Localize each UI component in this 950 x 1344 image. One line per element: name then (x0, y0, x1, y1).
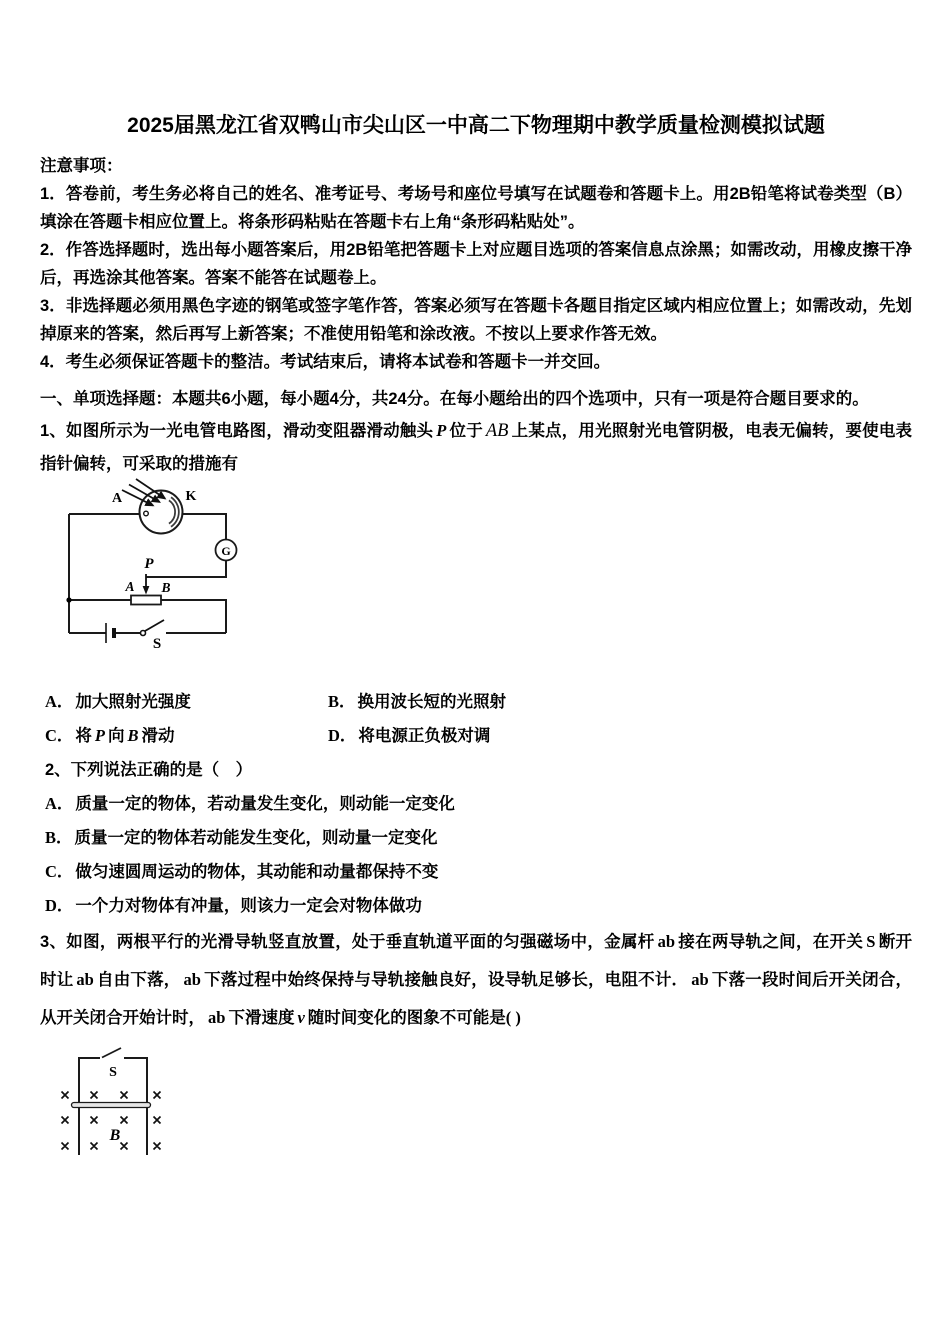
q2-option-b (40, 821, 912, 855)
q3-stem-text: 随时间变化的图象不可能是 (307, 1009, 506, 1027)
question-3 (40, 923, 912, 1166)
rail-circuit-figure (50, 1043, 912, 1166)
notice-heading: 注意事项： (40, 157, 123, 175)
q2-option-c-text: 做匀速圆周运动的物体，其动能和动量都保持不变 (75, 863, 439, 881)
galvanometer-label: G (221, 544, 231, 558)
rail-switch-icon (102, 1048, 121, 1058)
q3-stem-text: 断开时让 (40, 933, 913, 989)
q1-option-b-text: 换用波长短的光照射 (357, 693, 507, 711)
q3-var-v: v (297, 1008, 305, 1027)
q1-option-c-var-p: P (94, 726, 106, 745)
q2-option-d (40, 889, 912, 923)
rheostat-a-label: A (125, 579, 135, 594)
q1-option-c-text: 将 (75, 727, 92, 745)
q1-stem-text: 位于 (449, 422, 483, 440)
q3-answer-parens: ( ) (505, 1008, 521, 1027)
exam-title: 2025届黑龙江省双鸭山市尖山区一中高二下物理期中教学质量检测模拟试题 (127, 114, 825, 137)
q1-option-a-text: 加大照射光强度 (75, 693, 191, 711)
phototube-icon (140, 491, 183, 534)
q2-option-b-letter: B． (45, 828, 73, 847)
q3-stem-text: 下落一段时间后开关闭合，从开关闭合开始计时， (40, 971, 913, 1027)
section-1-heading: 一、单项选择题：本题共6小题，每小题4分，共24分。在每小题给出的四个选项中，只有一项是符合题目要求的。 (40, 390, 869, 408)
field-b-label: B (109, 1127, 121, 1144)
junction-dot (66, 597, 71, 602)
q1-stem-text: 1、如图所示为一光电管电路图，滑动变阻器滑动触头 (40, 422, 434, 440)
q1-option-c-text: 向 (108, 727, 125, 745)
q3-stem-text: 下落过程中始终保持与导轨接触良好，设导轨足够长，电阻不计． (203, 971, 689, 989)
battery-icon (106, 623, 114, 643)
cathode-label: K (185, 489, 197, 504)
q1-option-c-text: 滑动 (141, 727, 175, 745)
q1-var-p: P (436, 421, 447, 440)
circuit-wires (69, 514, 226, 633)
question-2-stem: 2、下列说法正确的是（ ） (45, 761, 253, 779)
q1-option-c (45, 719, 328, 753)
q1-option-d-letter: D． (328, 726, 357, 745)
q3-var-ab: ab (208, 1008, 226, 1027)
q2-option-d-letter: D． (45, 896, 74, 915)
notice-item-2: 2．作答选择题时，选出每小题答案后，用2B铅笔把答题卡上对应题目选项的答案信息点涂黑；如需改动，用橡皮擦干净后，再选涂其他答案。答案不能答在试题卷上。 (40, 241, 912, 287)
notice-item-3: 3．非选择题必须用黑色字迹的钢笔或签字笔作答，答案必须写在答题卡各题目指定区域内相应位置上；如需改动，先划掉原来的答案，然后再写上新答案；不准使用铅笔和涂改液。不按以上要求作答无效。 (40, 297, 912, 343)
notice-section (40, 152, 912, 376)
q1-options-row-2 (40, 719, 912, 753)
q2-option-a (40, 787, 912, 821)
q1-option-c-letter: C． (45, 726, 74, 745)
notice-item-4: 4．考生必须保证答题卡的整洁。考试结束后，请将本试卷和答题卡一并交回。 (40, 353, 611, 371)
q3-stem-text: 自由下落， (96, 971, 181, 989)
rail-circuit-svg (50, 1043, 180, 1161)
q3-var-ab: ab (657, 932, 675, 951)
q3-var-ab: ab (76, 970, 94, 989)
q1-option-c-var-b: B (127, 726, 139, 745)
q3-stem-text: 3、如图，两根平行的光滑导轨竖直放置，处于垂直轨道平面的匀强磁场中，金属杆 (40, 933, 655, 951)
rheostat-b-label: B (161, 580, 171, 595)
switch-icon (141, 620, 165, 636)
metal-bar-icon (72, 1103, 151, 1108)
switch-label: S (152, 636, 162, 652)
q3-var-ab: ab (183, 970, 201, 989)
q2-option-c (40, 855, 912, 889)
rail-switch-label: S (109, 1065, 117, 1080)
q1-option-d (328, 719, 490, 753)
q3-var-s: S (866, 932, 876, 951)
q2-option-a-letter: A． (45, 794, 74, 813)
phototube-circuit-svg (54, 469, 254, 664)
q1-option-d-text: 将电源正负极对调 (358, 727, 491, 745)
anode-label: A (111, 491, 123, 506)
q1-option-a (45, 685, 328, 719)
q3-var-ab: ab (691, 970, 709, 989)
q3-stem-text: 接在两导轨之间，在开关 (678, 933, 864, 951)
q1-var-ab: AB (485, 420, 509, 440)
q2-option-a-text: 质量一定的物体，若动量发生变化，则动能一定变化 (75, 795, 455, 813)
q1-stem-text: 上某点，用光照射光电管阴极，电表无偏转，要使电表指针偏转，可采取的措施有 (40, 422, 913, 473)
question-3-stem (40, 923, 912, 1037)
q2-option-b-text: 质量一定的物体若动能发生变化，则动量一定变化 (74, 829, 438, 847)
notice-item-1: 1．答卷前，考生务必将自己的姓名、准考证号、考场号和座位号填写在试题卷和答题卡上。用2B铅笔将试卷类型（B）填涂在答题卡相应位置上。将条形码粘贴在答题卡右上角“条形码粘贴处”。 (40, 185, 912, 231)
q1-option-a-letter: A． (45, 692, 74, 711)
q2-option-c-letter: C． (45, 862, 74, 881)
galvanometer-icon (216, 540, 237, 561)
q3-stem-text: 下滑速度 (228, 1009, 295, 1027)
slider-label: P (144, 556, 154, 572)
q1-option-b (328, 685, 506, 719)
q2-option-d-text: 一个力对物体有冲量，则该力一定会对物体做功 (75, 897, 422, 915)
phototube-circuit-figure (54, 469, 912, 669)
rheostat-icon (131, 596, 161, 605)
q1-option-b-letter: B． (328, 692, 356, 711)
q1-options-row-1 (40, 685, 912, 719)
